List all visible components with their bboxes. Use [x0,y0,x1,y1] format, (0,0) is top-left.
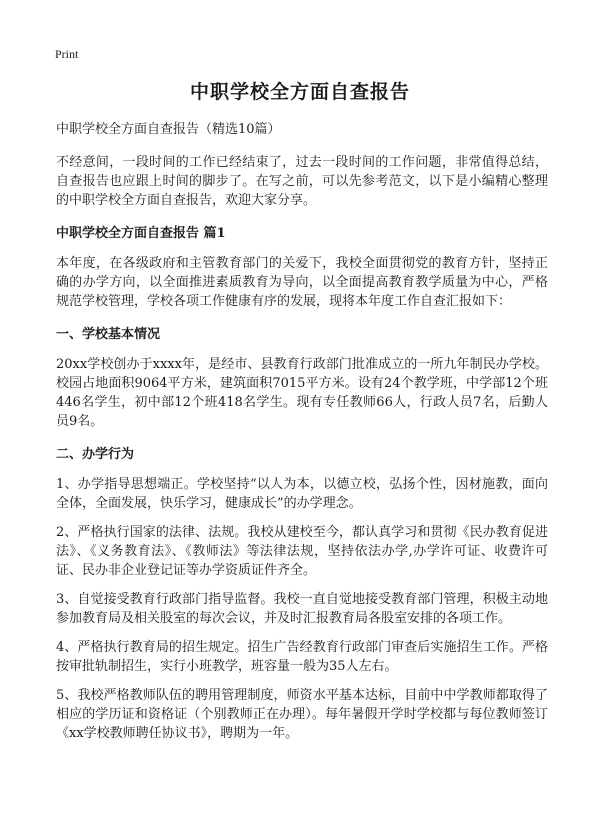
list-item: 5、我校严格教师队伍的聘用管理制度，师资水平基本达标，目前中中学教师都取得了相应的学历证和资格证（个别教师正在办理）。每年暑假开学时学校都与每位教师签订《xx学校教师聘任协议书》，聘期为一年。 [56,688,548,741]
intro-paragraph: 不经意间，一段时间的工作已经结束了，过去一段时间的工作问题，非常值得总结，自查报告也应跟上时间的脚步了。在写之前，可以先参考范文，以下是小编精心整理的中职学校全方面自查报告，欢迎大家分享。 [56,155,548,208]
list-item: 3、自觉接受教育行政部门指导监督。我校一直自觉地接受教育部门管理，积极主动地参加教育局及相关股室的每次会议，并及时汇报教育局各股室安排的各项工作。 [56,592,548,626]
section-heading-basic-info: 一、学校基本情况 [56,327,161,342]
document-body [56,120,548,753]
article-heading: 中职学校全方面自查报告 篇1 [56,226,226,241]
print-link[interactable]: Print [55,47,79,61]
list-item: 4、严格执行教育局的招生规定。招生广告经教育行政部门审查后实施招生工作。严格按审批轨制招生，实行小班教学，班容量一般为35人左右。 [56,640,548,674]
list-item: 1、办学指导思想端正。学校坚持“以人为本，以德立校，弘扬个性，因材施教，面向全体，全面发展，快乐学习，健康成长”的办学理念。 [56,477,548,511]
document-subtitle: 中职学校全方面自查报告（精选10篇） [56,122,281,137]
section-heading-conduct: 二、办学行为 [56,447,135,462]
article-intro-paragraph: 本年度，在各级政府和主管教育部门的关爱下，我校全面贯彻党的教育方针，坚持正确的办学方向，以全面推进素质教育为导向，以全面提高教育教学质量为中心，严格规范学校管理，学校各项工作健康有序的发展，现将本年度工作自查汇报如下： [56,256,548,309]
document-title: 中职学校全方面自查报告 [189,81,410,103]
list-item: 2、严格执行国家的法律、法规。我校从建校至今，都认真学习和贯彻《民办教育促进法》、《义务教育法》、《教师法》等法律法规，坚持依法办学,办学许可证、收费许可证、民办非企业登记证等办学资质证件齐全。 [56,525,548,578]
basic-info-paragraph: 20xx学校创办于xxxx年，是经市、县教育行政部门批准成立的一所九年制民办学校。校园占地面积9064平方米，建筑面积7015平方米。设有24个教学班，中学部12个班446名学生，初中部12个班418名学生。现有专任教师66人，行政人员7名，后勤人员9名。 [56,357,548,429]
